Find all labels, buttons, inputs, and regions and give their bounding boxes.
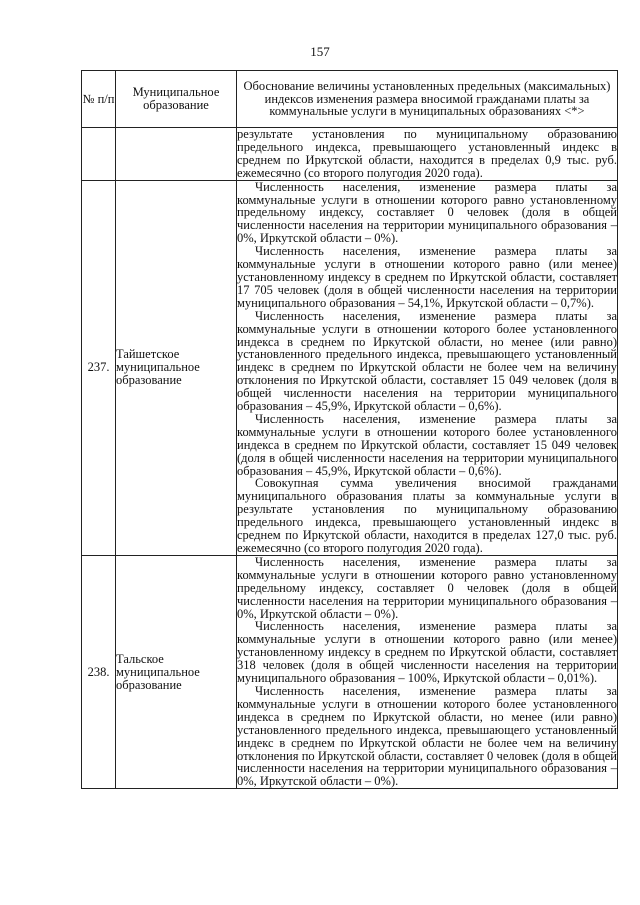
paragraph: Численность населения, изменение размера платы за коммунальные услуги в отношении которого равно установленному предельному индексу, составляет 0 человек (доля в общей численности населения на территории муниципального образования – 0%, Иркутской области – 0%).: [237, 554, 617, 621]
paragraph: Численность населения, изменение размера платы за коммунальные услуги в отношении которого равно (или менее) установленному индексу в среднем по Иркутской области, составляет 17 705 человек (доля в общей численности населения на территории муниципального образования – 54,1%, Иркутской области – 0,7%).: [237, 244, 617, 310]
row-number: 238.: [82, 555, 116, 788]
justification-table: [81, 70, 618, 789]
paragraph: Численность населения, изменение размера платы за коммунальные услуги в отношении которого равно установленному предельному индексу, составляет 0 человек (доля в общей численности населения на территории муниципального образования – 0%, Иркутской области – 0%).: [237, 179, 617, 246]
row-number: 237.: [82, 180, 116, 555]
header-justification: Обоснование величины установленных предельных (максимальных) индексов изменения размера вносимой гражданами платы за коммунальные услуги в муниципальных образованиях <*>: [237, 71, 618, 128]
table-row-237: [82, 180, 618, 555]
justification-cell: [237, 555, 618, 788]
header-row: [82, 71, 618, 128]
page-number: 157: [310, 44, 330, 59]
justification-cell: [237, 180, 618, 555]
continuation-text-cell: [237, 128, 618, 181]
paragraph: Численность населения, изменение размера платы за коммунальные услуги в отношении которого равно (или менее) установленному индексу в среднем по Иркутской области, составляет 318 человек (доля в общей численности населения на территории муниципального образования – 100%, Иркутской области – 0,01%).: [237, 619, 617, 686]
continuation-paragraph: результате установления по муниципальному образованию предельного индекса, превышающего установленный индекс в среднем по Иркутской области, находится в пределах 0,9 тыс. руб. ежемесячно (со второго полугодия 2020 года).: [237, 127, 617, 180]
continuation-row: [82, 128, 618, 181]
paragraph: Совокупная сумма увеличения вносимой гражданами муниципального образования платы за коммунальные услуги в результате установления по муниципальному образованию предельного индекса, превышающего установленный индекс в среднем по Иркутской области, находится в пределах 127,0 тыс. руб. ежемесячно (со второго полугодия 2020 года).: [237, 476, 617, 555]
municipality-name: Тальское муниципальное образование: [116, 555, 237, 788]
paragraph: Численность населения, изменение размера платы за коммунальные услуги в отношении которого более установленного индекса в среднем по Иркутской области, но менее (или равно) установленного предельного индекса, превышающего установленный индекс в среднем по Иркутской области не более чем на величину отклонения по Иркутской области, составляет 0 человек (доля в общей численности населения на территории муниципального образования – 0%, Иркутской области – 0%).: [237, 683, 617, 789]
table-row-238: [82, 555, 618, 788]
paragraph: Численность населения, изменение размера платы за коммунальные услуги в отношении которого более установленного индекса в среднем по Иркутской области, но менее (или равно) установленного предельного индекса, превышающего установленный индекс в среднем по Иркутской области не более чем на величину отклонения по Иркутской области, составляет 15 049 человек (доля в общей численности населения на территории муниципального образования – 45,9%, Иркутской области – 0,6%).: [237, 308, 617, 414]
continuation-municipality-cell: [116, 128, 237, 181]
municipality-name: Тайшетское муниципальное образование: [116, 180, 237, 555]
header-num: № п/п: [82, 71, 116, 128]
header-municipality: Муниципальное образование: [116, 71, 237, 128]
continuation-num-cell: [82, 128, 116, 181]
paragraph: Численность населения, изменение размера платы за коммунальные услуги в отношении которого более установленного индекса в среднем по Иркутской области, составляет 15 049 человек (доля в общей численности населения на территории муниципального образования – 45,9%, Иркутской области – 0,6%).: [237, 411, 617, 478]
